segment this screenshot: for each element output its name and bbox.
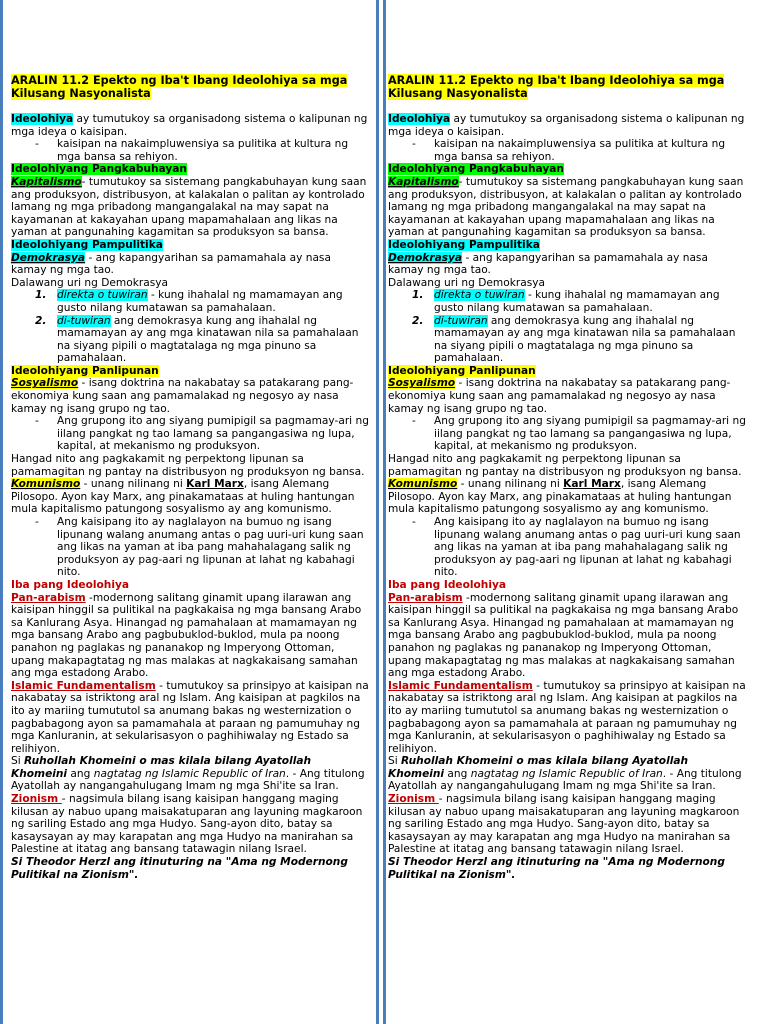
- komunismo-definition: Komunismo - unang nilinang ni Karl Marx, isang Alemang Pilosopo. Ayon kay Marx, ang pinakamataas at huling hantungan mula kapitalismo patungong sosyalismo ay ang komunismo.: [388, 478, 732, 516]
- list-item: - Ang kaisipang ito ay naglalayon na bumuo ng isang lipunang walang anumang antas o pag uuri-uri kung saan ang likas na yaman at iba pang mahahalagang salik ng produksyon ay pag-aari ng lipunan at lahat ng kabahagi nito.: [11, 516, 369, 579]
- kapitalismo-definition: Kapitalismo- tumutukoy sa sistemang pangkabuhayan kung saan ang produksyon, distribusyon, at kalakalan o palitan ay kontrolado lamang ng mga pribadong mangangalakal na may sapat na kayamanan at kakayahan upang mapamahalaan ang likas na yaman at pangunahing kagamitan sa produksyon sa bansa.: [11, 175, 367, 239]
- list-item: - Ang kaisipang ito ay naglalayon na bumuo ng isang lipunang walang anumang antas o pag uuri-uri kung saan ang likas na yaman at iba pang mahahalagang salik ng produksyon ay pag-aari ng lipunan at lahat ng kabahagi nito.: [388, 516, 746, 579]
- demokrasya-definition: Demokrasya - ang kapangyarihan sa pamamahala ay nasa kamay ng mga tao.: [11, 251, 331, 277]
- section-heading-pampulitika: Ideolohiyang Pampulitika: [388, 238, 540, 251]
- demokrasya-types-label: Dalawang uri ng Demokrasya: [11, 276, 168, 289]
- demokrasya-definition: Demokrasya - ang kapangyarihan sa pamamahala ay nasa kamay ng mga tao.: [388, 251, 708, 277]
- list-item: - kaisipan na nakaimpluwensiya sa pulitika at kultura ng mga bansa sa rehiyon.: [11, 138, 369, 163]
- center-divider-right: [383, 0, 386, 1024]
- list-item: - kaisipan na nakaimpluwensiya sa pulitika at kultura ng mga bansa sa rehiyon.: [388, 138, 746, 163]
- zionism-definition: Zionism - nagsimula bilang isang kaisipan hanggang maging kilusan ay nabuo upang maisakatuparan ang layuning magkaroon ng sariling Estado ang mga Hudyo. Sang-ayon dito, batay sa kasaysayan ay may karapatan ang mga Hudyo na manirahan sa Palestine at itatag ang bansang tatawagin nilang Israel.: [11, 793, 363, 856]
- zionism-definition: Zionism - nagsimula bilang isang kaisipan hanggang maging kilusan ay nabuo upang maisakatuparan ang layuning magkaroon ng sariling Estado ang mga Hudyo. Sang-ayon dito, batay sa kasaysayan ay may karapatan ang mga Hudyo na manirahan sa Palestine at itatag ang bansang tatawagin nilang Israel.: [388, 793, 740, 856]
- komunismo-definition: Komunismo - unang nilinang ni Karl Marx, isang Alemang Pilosopo. Ayon kay Marx, ang pinakamataas at huling hantungan mula kapitalismo patungong sosyalismo ay ang komunismo.: [11, 478, 355, 516]
- islamic-fundamentalism-definition: Islamic Fundamentalism - tumutukoy sa prinsipyo at kaisipan na nakabatay sa istriktong aral ng Islam. Ang kaisipan at pagkilos na ito ay mariing tumututol sa anumang bakas ng westernization o pagbabagong ayon sa pamamahala at paraan ng pamumuhay ng mga Kanluranin, at sekularisasyon o paghihiwalay ng Estado sa relihiyon.: [388, 679, 746, 755]
- herzl-text: Si Theodor Herzl ang itinuturing na "Ama ng Modernong Pulitikal na Zionism".: [11, 856, 348, 881]
- sosyalismo-definition: Sosyalismo - isang doktrina na nakabatay sa patakarang pang-ekonomiya kung saan ang pamamalakad ng negosyo ay nasa kamay ng isang grupo ng tao.: [388, 377, 731, 415]
- section-heading-panlipunan: Ideolohiyang Panlipunan: [388, 364, 536, 377]
- islamic-fundamentalism-definition: Islamic Fundamentalism - tumutukoy sa prinsipyo at kaisipan na nakabatay sa istriktong aral ng Islam. Ang kaisipan at pagkilos na ito ay mariing tumututol sa anumang bakas ng westernization o pagbabagong ayon sa pamamahala at paraan ng pamumuhay ng mga Kanluranin, at sekularisasyon o paghihiwalay ng Estado sa relihiyon.: [11, 679, 369, 755]
- khomeini-text: Si Ruhollah Khomeini o mas kilala bilang Ayatollah Khomeini ang nagtatag ng Islamic Republic of Iran. - Ang titulong Ayatollah ay nangangahulugang Imam ng mga Shi'ite sa Iran.: [11, 755, 365, 793]
- list-item: 1. direkta o tuwiran - kung ihahalal ng mamamayan ang gusto nilang kumatawan sa pamahalaan.: [35, 289, 343, 314]
- section-heading-pampulitika: Ideolohiyang Pampulitika: [11, 238, 163, 251]
- herzl-text: Si Theodor Herzl ang itinuturing na "Ama ng Modernong Pulitikal na Zionism".: [388, 856, 725, 881]
- kapitalismo-definition: Kapitalismo- tumutukoy sa sistemang pangkabuhayan kung saan ang produksyon, distribusyon, at kalakalan o palitan ay kontrolado lamang ng mga pribadong mangangalakal na may sapat na kayamanan at kakayahan upang mapamahalaan ang likas na yaman at pangunahing kagamitan sa produksyon sa bansa.: [388, 175, 744, 239]
- list-item: 2. di-tuwiran ang demokrasya kung ang ihahalal ng mamamayan ay ang mga kinatawan nila sa pamahalaan na siyang pipili o magtatalaga ng mga pinuno sa pamahalaan.: [35, 314, 359, 365]
- lesson-title: ARALIN 11.2 Epekto ng Iba't Ibang Ideolohiya sa mga Kilusang Nasyonalista: [388, 74, 725, 100]
- list-item: - Ang grupong ito ang siyang pumipigil sa pagmamay-ari ng iilang pangkat ng tao lamang sa pangangasiwa ng lupa, kapital, at mekanismo ng produksyon.: [388, 415, 746, 453]
- section-heading-pangkabuhayan: Ideolohiyang Pangkabuhayan: [11, 163, 187, 176]
- document-column-left: [11, 74, 369, 881]
- demokrasya-types-label: Dalawang uri ng Demokrasya: [388, 276, 545, 289]
- section-heading-iba: Iba pang Ideolohiya: [11, 578, 130, 591]
- list-item: 1. direkta o tuwiran - kung ihahalal ng mamamayan ang gusto nilang kumatawan sa pamahalaan.: [412, 289, 720, 314]
- section-heading-iba: Iba pang Ideolohiya: [388, 578, 507, 591]
- pan-arabism-definition: Pan-arabism -modernong salitang ginamit upang ilarawan ang kaisipan hinggil sa pulitikal na pagkakaisa ng mga bansang Arabo sa Kanlurang Asya. Hinangad ng pamahalaan at mamamayan ng mga bansang Arabo ang pagbubuklod-buklod, mula pa noong panahon ng paglakas ng pananakop ng Imperyong Ottoman, upang makapagtatag ng mas malakas at nagkakaisang samahan ang mga estadong Arabo.: [11, 591, 362, 680]
- hangad-text: Hangad nito ang pagkakamit ng perpektong lipunan sa pamamagitan ng pantay na distribusyon ng produksyon ng bansa.: [11, 453, 365, 478]
- document-column-right: [388, 74, 746, 881]
- left-border: [0, 0, 3, 1024]
- pan-arabism-definition: Pan-arabism -modernong salitang ginamit upang ilarawan ang kaisipan hinggil sa pulitikal na pagkakaisa ng mga bansang Arabo sa Kanlurang Asya. Hinangad ng pamahalaan at mamamayan ng mga bansang Arabo ang pagbubuklod-buklod, mula pa noong panahon ng paglakas ng pananakop ng Imperyong Ottoman, upang makapagtatag ng mas malakas at nagkakaisang samahan ang mga estadong Arabo.: [388, 591, 739, 680]
- section-heading-pangkabuhayan: Ideolohiyang Pangkabuhayan: [388, 163, 564, 176]
- list-item: 2. di-tuwiran ang demokrasya kung ang ihahalal ng mamamayan ay ang mga kinatawan nila sa pamahalaan na siyang pipili o magtatalaga ng mga pinuno sa pamahalaan.: [412, 314, 736, 365]
- khomeini-text: Si Ruhollah Khomeini o mas kilala bilang Ayatollah Khomeini ang nagtatag ng Islamic Republic of Iran. - Ang titulong Ayatollah ay nangangahulugang Imam ng mga Shi'ite sa Iran.: [388, 755, 742, 793]
- list-item: - Ang grupong ito ang siyang pumipigil sa pagmamay-ari ng iilang pangkat ng tao lamang sa pangangasiwa ng lupa, kapital, at mekanismo ng produksyon.: [11, 415, 369, 453]
- ideolohiya-definition: Ideolohiya ay tumutukoy sa organisadong sistema o kalipunan ng mga ideya o kaisipan.: [11, 113, 368, 138]
- section-heading-panlipunan: Ideolohiyang Panlipunan: [11, 364, 159, 377]
- sosyalismo-definition: Sosyalismo - isang doktrina na nakabatay sa patakarang pang-ekonomiya kung saan ang pamamalakad ng negosyo ay nasa kamay ng isang grupo ng tao.: [11, 377, 354, 415]
- lesson-title: ARALIN 11.2 Epekto ng Iba't Ibang Ideolohiya sa mga Kilusang Nasyonalista: [11, 74, 348, 100]
- hangad-text: Hangad nito ang pagkakamit ng perpektong lipunan sa pamamagitan ng pantay na distribusyon ng produksyon ng bansa.: [388, 453, 742, 478]
- ideolohiya-definition: Ideolohiya ay tumutukoy sa organisadong sistema o kalipunan ng mga ideya o kaisipan.: [388, 113, 745, 138]
- center-divider-left: [376, 0, 379, 1024]
